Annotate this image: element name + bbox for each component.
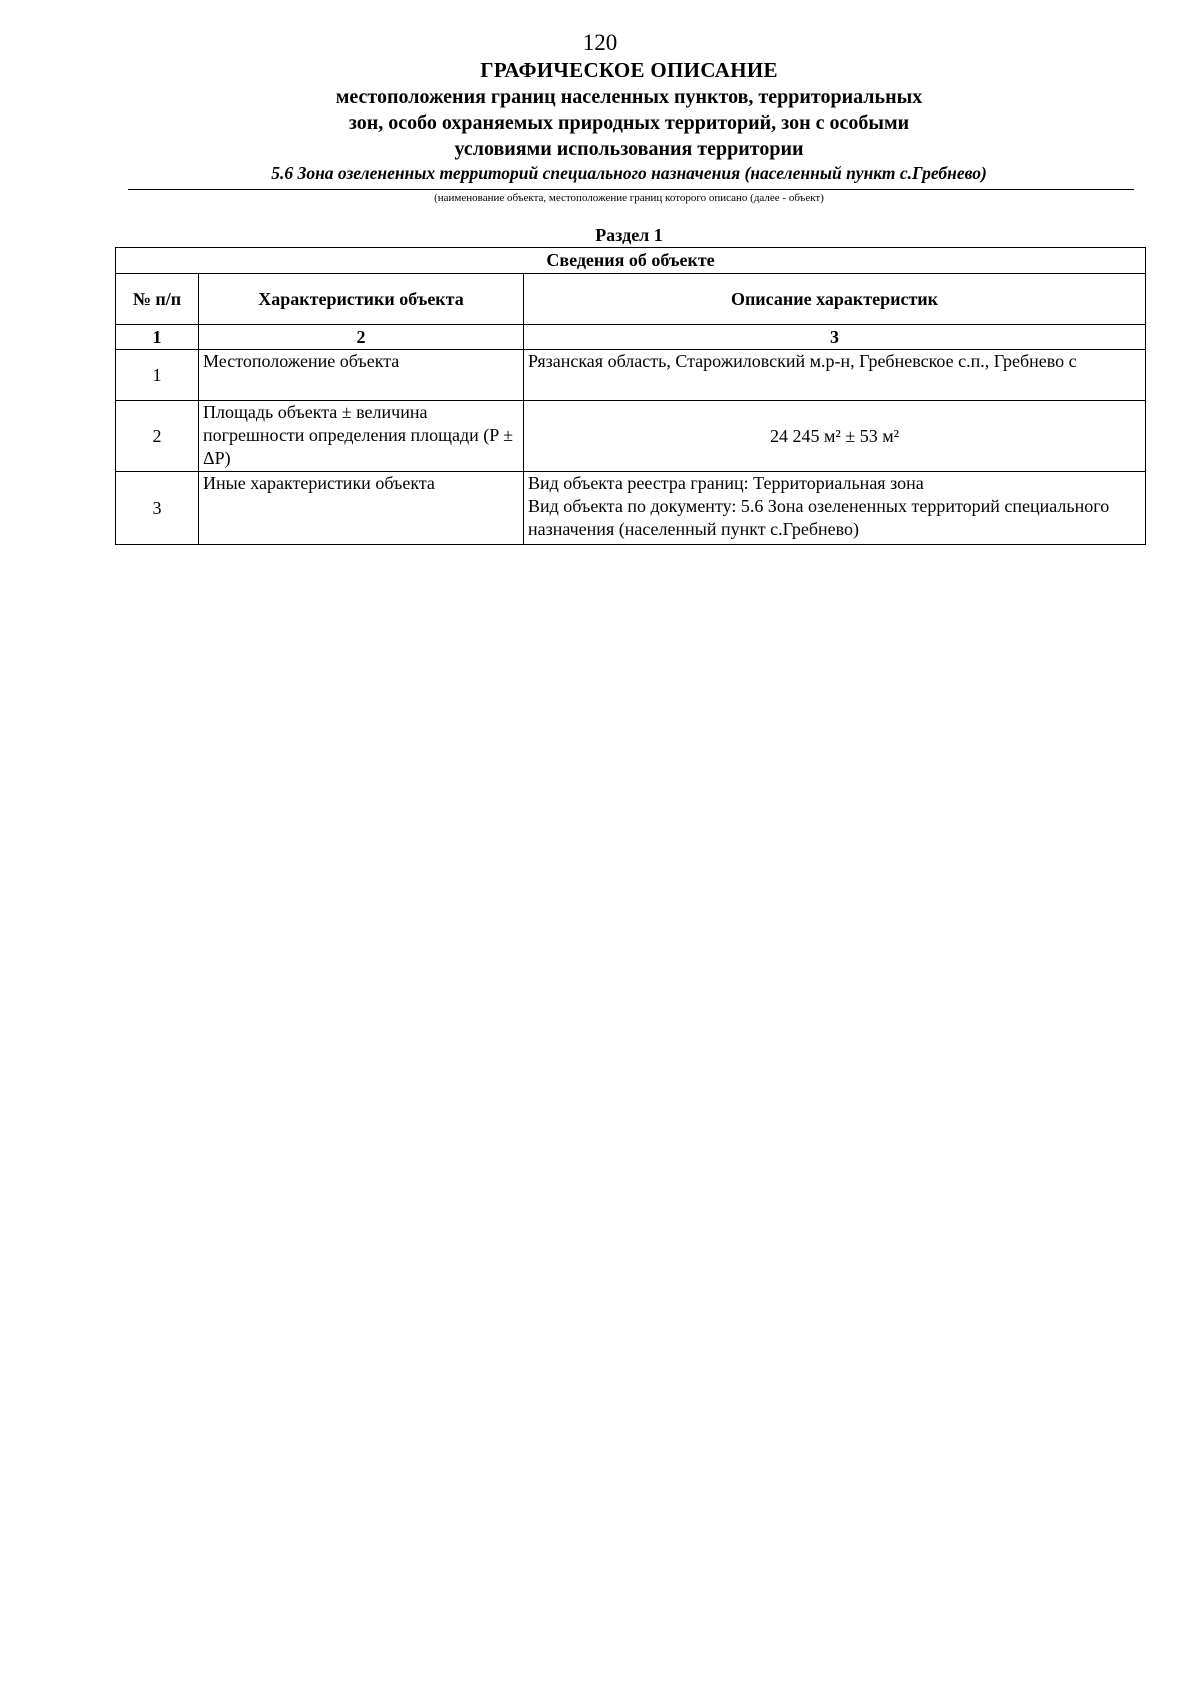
table-row xyxy=(116,350,1146,401)
row-description-line: Вид объекта по документу: 5.6 Зона озелененных территорий специального назначения (населенный пункт с.Гребнево) xyxy=(528,496,1110,539)
object-underline xyxy=(128,189,1134,190)
header-description: Описание характеристик xyxy=(524,274,1146,325)
document-subtitle-line-2: зон, особо охраняемых природных территорий, зон с особыми xyxy=(348,112,910,134)
column-number: 2 xyxy=(199,325,524,350)
column-number-row xyxy=(116,325,1146,350)
table-caption: Сведения об объекте xyxy=(116,248,1146,274)
row-description xyxy=(524,472,1146,545)
row-characteristic: Иные характеристики объекта xyxy=(199,472,524,545)
section-title: Раздел 1 xyxy=(595,225,663,245)
row-characteristic: Местоположение объекта xyxy=(199,350,524,401)
header-characteristic: Характеристики объекта xyxy=(199,274,524,325)
row-characteristic: Площадь объекта ± величина погрешности определения площади (P ± ΔP) xyxy=(199,401,524,472)
row-number: 1 xyxy=(116,350,199,401)
table-header-row xyxy=(116,274,1146,325)
column-number: 3 xyxy=(524,325,1146,350)
table-row xyxy=(116,401,1146,472)
row-number: 3 xyxy=(116,472,199,545)
object-name: 5.6 Зона озелененных территорий специального назначения (населенный пункт с.Гребнево) xyxy=(271,163,987,183)
column-number: 1 xyxy=(116,325,199,350)
header-num: № п/п xyxy=(116,274,199,325)
object-caption: (наименование объекта, местоположение границ которого описано (далее - объект) xyxy=(434,192,824,204)
row-number: 2 xyxy=(116,401,199,472)
object-info-table xyxy=(115,247,1146,545)
document-subtitle-line-3: условиями использования территории xyxy=(454,138,804,160)
row-description: 24 245 м² ± 53 м² xyxy=(524,401,1146,472)
document-subtitle-line-1: местоположения границ населенных пунктов, территориальных xyxy=(335,86,923,108)
row-description: Рязанская область, Старожиловский м.р-н, Гребневское с.п., Гребнево с xyxy=(524,350,1146,401)
page-number: 120 xyxy=(582,30,618,55)
table-row xyxy=(116,472,1146,545)
table-caption-row xyxy=(116,248,1146,274)
document-title: ГРАФИЧЕСКОЕ ОПИСАНИЕ xyxy=(480,58,778,82)
row-description-line: Вид объекта реестра границ: Территориальная зона xyxy=(528,473,924,493)
